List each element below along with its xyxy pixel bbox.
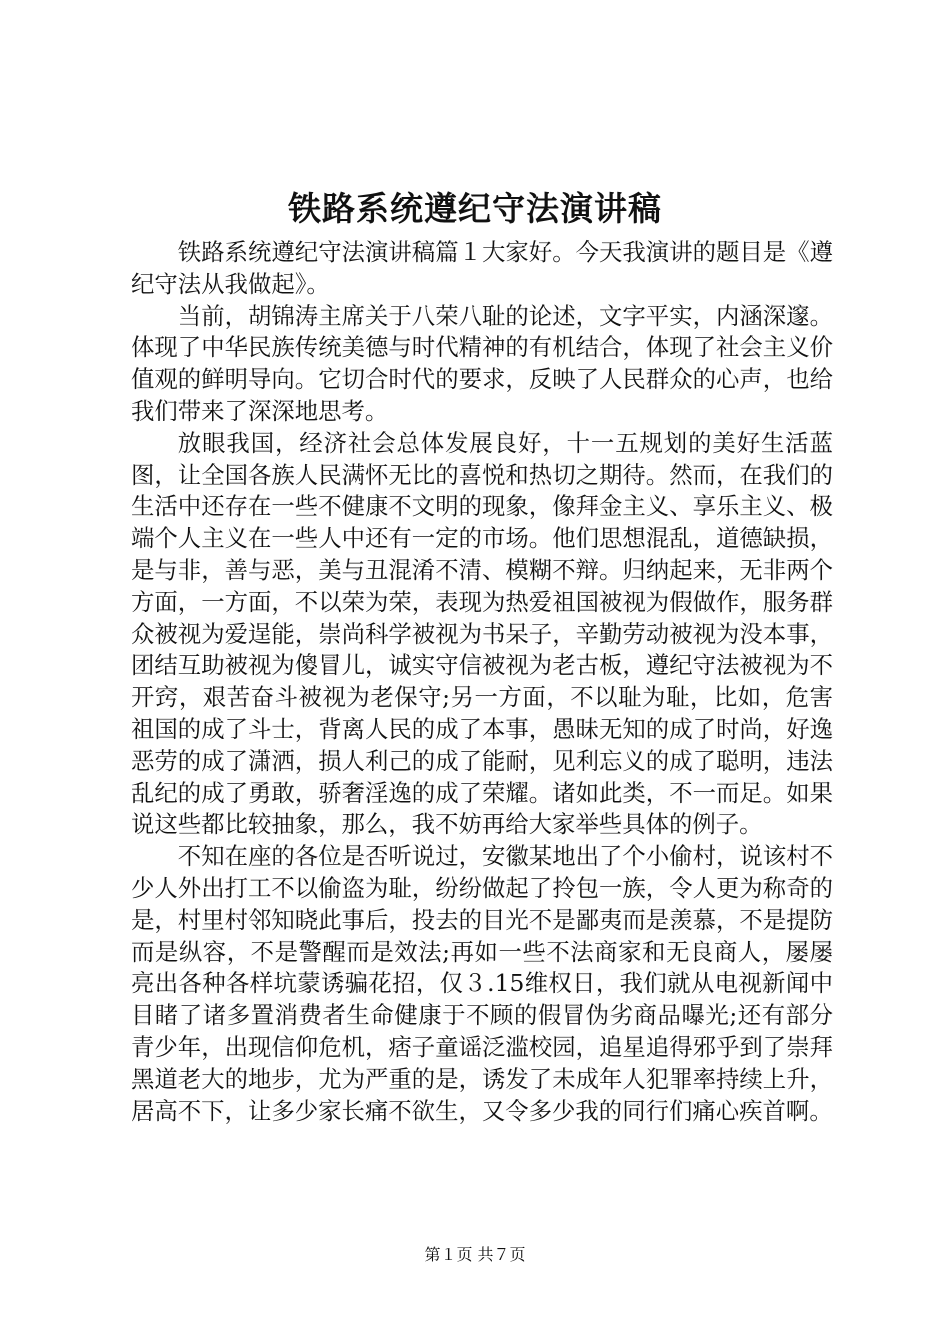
page-footer: 第１页 共７页 — [424, 1245, 526, 1264]
document-body — [131, 237, 833, 1127]
paragraph-intro: 铁路系统遵纪守法演讲稿篇１大家好。今天我演讲的题目是《遵纪守法从我做起》。 — [131, 238, 833, 298]
page-title: 铁路系统遵纪守法演讲稿 — [288, 189, 662, 228]
paragraph-examples: 不知在座的各位是否听说过，安徽某地出了个小偷村，说该村不少人外出打工不以偷盗为耻，纷纷做起了拎包一族，令人更为称奇的是，村里村邻知晓此事后，投去的目光不是鄙夷而是羡慕，不是提防而是纵容，不是警醒而是效法;再如一些不法商家和无良商人，屡屡亮出各种各样坑蒙诱骗花招，仅３.15维权日，我们就从电视新闻中目睹了诸多置消费者生命健康于不顾的假冒伪劣商品曝光;还有部分青少年，出现信仰危机，痞子童谣泛滥校园，追星追得邪乎到了崇拜黑道老大的地步，尤为严重的是，诱发了未成年人犯罪率持续上升，居高不下，让多少家长痛不欲生，又令多少我的同行们痛心疾首啊。 — [131, 842, 833, 1125]
paragraph-current: 当前，胡锦涛主席关于八荣八耻的论述，文字平实，内涵深邃。体现了中华民族传统美德与时代精神的有机结合，体现了社会主义价值观的鲜明导向。它切合时代的要求，反映了人民群众的心声，也给我们带来了深深地思考。 — [131, 301, 833, 425]
paragraph-overview: 放眼我国，经济社会总体发展良好，十一五规划的美好生活蓝图，让全国各族人民满怀无比的喜悦和热切之期待。然而，在我们的生活中还存在一些不健康不文明的现象，像拜金主义、享乐主义、极端个人主义在一些人中还有一定的市场。他们思想混乱，道德缺损，是与非，善与恶，美与丑混淆不清、模糊不辩。归纳起来，无非两个方面，一方面，不以荣为荣，表现为热爱祖国被视为假做作，服务群众被视为爱逞能，崇尚科学被视为书呆子，辛勤劳动被视为没本事，团结互助被视为傻冒儿，诚实守信被视为老古板，遵纪守法被视为不开窍，艰苦奋斗被视为老保守;另一方面，不以耻为耻，比如，危害祖国的成了斗士，背离人民的成了本事，愚昧无知的成了时尚，好逸恶劳的成了潇洒，损人利己的成了能耐，见利忘义的成了聪明，违法乱纪的成了勇敢，骄奢淫逸的成了荣耀。诸如此类，不一而足。如果说这些都比较抽象，那么，我不妨再给大家举些具体的例子。 — [131, 428, 833, 839]
